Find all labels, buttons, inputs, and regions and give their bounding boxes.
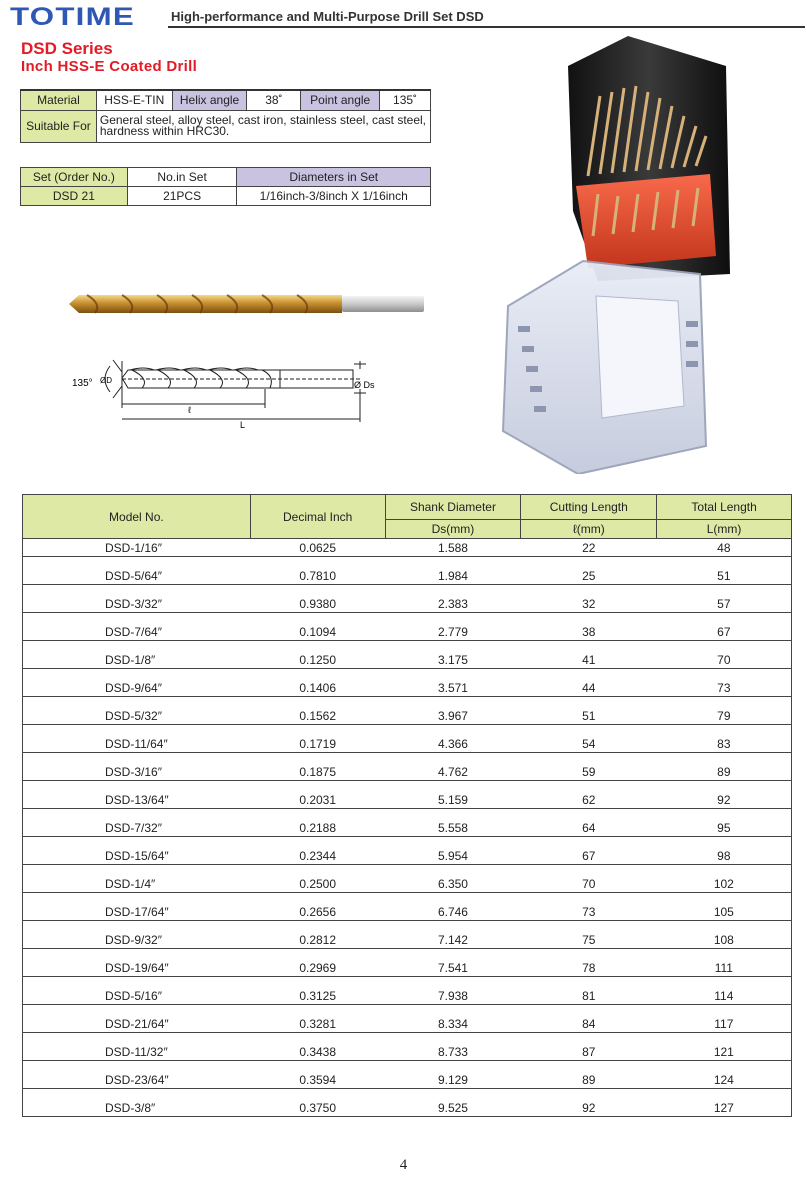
table-body	[23, 539, 792, 1117]
diagram-total-length-label: L	[240, 420, 246, 430]
table-row	[23, 1089, 792, 1117]
order-value-set: DSD 21	[21, 187, 128, 206]
cell-decimal-inch: 0.3125	[250, 977, 385, 1005]
cell-total-length: 89	[657, 753, 792, 781]
header-decimal-inch: Decimal Inch	[250, 495, 385, 539]
table-row	[23, 669, 792, 697]
cell-cutting-length: 70	[521, 865, 657, 893]
table-row	[23, 949, 792, 977]
point-angle-value: 135˚	[380, 90, 431, 110]
order-header-set: Set (Order No.)	[21, 168, 128, 187]
cell-shank-diameter: 1.984	[385, 557, 521, 585]
cell-model-no: DSD-1/4″	[23, 865, 251, 893]
cell-cutting-length: 41	[521, 641, 657, 669]
table-row	[23, 613, 792, 641]
cell-shank-diameter: 2.779	[385, 613, 521, 641]
table-row	[23, 781, 792, 809]
table-row	[23, 557, 792, 585]
cell-model-no: DSD-9/32″	[23, 921, 251, 949]
cell-total-length: 121	[657, 1033, 792, 1061]
cell-model-no: DSD-5/32″	[23, 697, 251, 725]
table-row	[23, 893, 792, 921]
cell-model-no: DSD-5/16″	[23, 977, 251, 1005]
cell-cutting-length: 54	[521, 725, 657, 753]
cell-decimal-inch: 0.2969	[250, 949, 385, 977]
cell-decimal-inch: 0.1562	[250, 697, 385, 725]
diagram-ds-label: Ø Ds	[354, 380, 375, 390]
cell-total-length: 108	[657, 921, 792, 949]
table-row	[23, 921, 792, 949]
cell-shank-diameter: 5.954	[385, 837, 521, 865]
cell-model-no: DSD-21/64″	[23, 1005, 251, 1033]
cell-model-no: DSD-7/32″	[23, 809, 251, 837]
table-row	[23, 725, 792, 753]
cell-model-no: DSD-5/64″	[23, 557, 251, 585]
cell-shank-diameter: 4.366	[385, 725, 521, 753]
cell-total-length: 102	[657, 865, 792, 893]
cell-total-length: 114	[657, 977, 792, 1005]
cell-cutting-length: 62	[521, 781, 657, 809]
cell-decimal-inch: 0.1406	[250, 669, 385, 697]
cell-cutting-length: 89	[521, 1061, 657, 1089]
cell-cutting-length: 22	[521, 539, 657, 557]
order-value-count: 21PCS	[127, 187, 237, 206]
table-row	[23, 837, 792, 865]
cell-cutting-length: 67	[521, 837, 657, 865]
order-table	[20, 167, 431, 206]
cell-decimal-inch: 0.3750	[250, 1089, 385, 1117]
table-row	[23, 539, 792, 557]
header-cutting-length: Cutting Length	[521, 495, 657, 520]
table-row	[23, 697, 792, 725]
drill-bit-photo	[67, 289, 427, 319]
diagram-cutting-length-label: ℓ	[188, 405, 191, 415]
material-label: Material	[21, 90, 97, 110]
table-row	[23, 865, 792, 893]
cell-model-no: DSD-1/8″	[23, 641, 251, 669]
diagram-d-label: ØD	[100, 376, 112, 385]
cell-shank-diameter: 7.938	[385, 977, 521, 1005]
header-total-unit: L(mm)	[657, 520, 792, 539]
brand-logo: TOTIME	[10, 3, 135, 31]
cell-total-length: 79	[657, 697, 792, 725]
cell-total-length: 83	[657, 725, 792, 753]
cell-cutting-length: 75	[521, 921, 657, 949]
table-row	[23, 977, 792, 1005]
header-divider	[168, 26, 805, 28]
cell-cutting-length: 44	[521, 669, 657, 697]
page-header	[10, 3, 795, 31]
cell-shank-diameter: 7.541	[385, 949, 521, 977]
cell-total-length: 70	[657, 641, 792, 669]
cell-total-length: 127	[657, 1089, 792, 1117]
cell-shank-diameter: 1.588	[385, 539, 521, 557]
cell-shank-diameter: 9.525	[385, 1089, 521, 1117]
cell-model-no: DSD-17/64″	[23, 893, 251, 921]
cell-total-length: 117	[657, 1005, 792, 1033]
table-row	[23, 585, 792, 613]
header-model-no: Model No.	[23, 495, 251, 539]
cell-total-length: 92	[657, 781, 792, 809]
cell-shank-diameter: 5.558	[385, 809, 521, 837]
cell-decimal-inch: 0.2656	[250, 893, 385, 921]
cell-model-no: DSD-3/32″	[23, 585, 251, 613]
cell-total-length: 57	[657, 585, 792, 613]
suitable-for-value: General steel, alloy steel, cast iron, stainless steel, cast steel, hardness within HRC30.	[96, 110, 430, 142]
cell-shank-diameter: 7.142	[385, 921, 521, 949]
cell-total-length: 51	[657, 557, 792, 585]
cell-total-length: 105	[657, 893, 792, 921]
cell-total-length: 95	[657, 809, 792, 837]
spec-table	[20, 89, 431, 143]
cell-decimal-inch: 0.2500	[250, 865, 385, 893]
cell-decimal-inch: 0.2812	[250, 921, 385, 949]
header-cutting-unit: ℓ(mm)	[521, 520, 657, 539]
table-row	[23, 1061, 792, 1089]
cell-decimal-inch: 0.3594	[250, 1061, 385, 1089]
cell-model-no: DSD-7/64″	[23, 613, 251, 641]
cell-shank-diameter: 6.746	[385, 893, 521, 921]
cell-cutting-length: 84	[521, 1005, 657, 1033]
cell-model-no: DSD-11/32″	[23, 1033, 251, 1061]
cell-decimal-inch: 0.9380	[250, 585, 385, 613]
header-shank-unit: Ds(mm)	[385, 520, 521, 539]
drill-spec-table	[22, 494, 792, 1117]
cell-cutting-length: 81	[521, 977, 657, 1005]
cell-decimal-inch: 0.2344	[250, 837, 385, 865]
cell-model-no: DSD-3/16″	[23, 753, 251, 781]
cell-shank-diameter: 8.733	[385, 1033, 521, 1061]
order-header-diameters: Diameters in Set	[237, 168, 431, 187]
header-title: High-performance and Multi-Purpose Drill Set DSD	[171, 9, 484, 24]
cell-shank-diameter: 5.159	[385, 781, 521, 809]
cell-shank-diameter: 9.129	[385, 1061, 521, 1089]
cell-cutting-length: 32	[521, 585, 657, 613]
cell-cutting-length: 73	[521, 893, 657, 921]
cell-shank-diameter: 2.383	[385, 585, 521, 613]
helix-angle-label: Helix angle	[172, 90, 247, 110]
cell-shank-diameter: 3.571	[385, 669, 521, 697]
cell-decimal-inch: 0.1875	[250, 753, 385, 781]
cell-total-length: 67	[657, 613, 792, 641]
cell-shank-diameter: 3.967	[385, 697, 521, 725]
cell-total-length: 124	[657, 1061, 792, 1089]
cell-decimal-inch: 0.1250	[250, 641, 385, 669]
cell-decimal-inch: 0.7810	[250, 557, 385, 585]
cell-decimal-inch: 0.3281	[250, 1005, 385, 1033]
cell-cutting-length: 51	[521, 697, 657, 725]
page-number: 4	[399, 1157, 408, 1173]
header-shank-diameter: Shank Diameter	[385, 495, 521, 520]
order-header-count: No.in Set	[127, 168, 237, 187]
cell-cutting-length: 78	[521, 949, 657, 977]
table-row	[23, 1033, 792, 1061]
cell-decimal-inch: 0.2031	[250, 781, 385, 809]
cell-total-length: 73	[657, 669, 792, 697]
point-angle-label: Point angle	[301, 90, 380, 110]
cell-cutting-length: 92	[521, 1089, 657, 1117]
table-row	[23, 809, 792, 837]
cell-total-length: 98	[657, 837, 792, 865]
cell-model-no: DSD-3/8″	[23, 1089, 251, 1117]
diagram-angle-label: 135°	[72, 378, 93, 389]
cell-decimal-inch: 0.3438	[250, 1033, 385, 1061]
cell-model-no: DSD-9/64″	[23, 669, 251, 697]
cell-model-no: DSD-23/64″	[23, 1061, 251, 1089]
cell-shank-diameter: 8.334	[385, 1005, 521, 1033]
cell-cutting-length: 59	[521, 753, 657, 781]
cell-cutting-length: 25	[521, 557, 657, 585]
cell-shank-diameter: 4.762	[385, 753, 521, 781]
header-total-length: Total Length	[657, 495, 792, 520]
cell-model-no: DSD-1/16″	[23, 539, 251, 557]
cell-total-length: 48	[657, 539, 792, 557]
series-title: DSD Series	[21, 39, 113, 58]
table-row	[23, 753, 792, 781]
table-row	[23, 641, 792, 669]
order-value-diameters: 1/16inch-3/8inch X 1/16inch	[237, 187, 431, 206]
table-row	[23, 1005, 792, 1033]
cell-decimal-inch: 0.0625	[250, 539, 385, 557]
material-value: HSS-E-TIN	[96, 90, 172, 110]
cell-cutting-length: 38	[521, 613, 657, 641]
series-subtitle: Inch HSS-E Coated Drill	[21, 58, 198, 75]
drill-dimension-diagram	[70, 356, 390, 430]
drill-set-case-photo	[478, 36, 736, 474]
cell-decimal-inch: 0.1094	[250, 613, 385, 641]
cell-decimal-inch: 0.2188	[250, 809, 385, 837]
cell-model-no: DSD-15/64″	[23, 837, 251, 865]
helix-angle-value: 38˚	[247, 90, 301, 110]
cell-cutting-length: 87	[521, 1033, 657, 1061]
cell-model-no: DSD-19/64″	[23, 949, 251, 977]
cell-cutting-length: 64	[521, 809, 657, 837]
cell-shank-diameter: 3.175	[385, 641, 521, 669]
cell-total-length: 111	[657, 949, 792, 977]
cell-shank-diameter: 6.350	[385, 865, 521, 893]
cell-model-no: DSD-13/64″	[23, 781, 251, 809]
suitable-for-label: Suitable For	[21, 110, 97, 142]
cell-decimal-inch: 0.1719	[250, 725, 385, 753]
cell-model-no: DSD-11/64″	[23, 725, 251, 753]
